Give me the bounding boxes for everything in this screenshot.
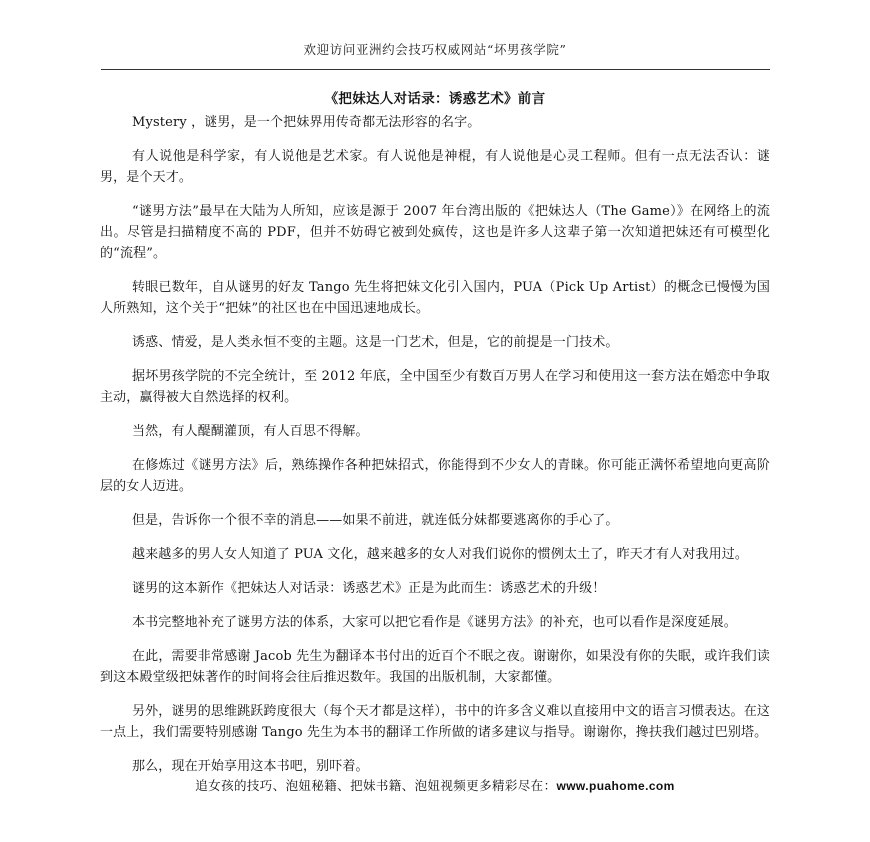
paragraph: 诱惑、情爱，是人类永恒不变的主题。这是一门艺术，但是，它的前提是一门技术。 — [132, 335, 619, 350]
paragraph: 越来越多的男人女人知道了 PUA 文化，越来越多的女人对我们说你的惯例太土了，昨天才有人对我用过。 — [132, 547, 749, 562]
paragraph: 有人说他是科学家，有人说他是艺术家。有人说他是神棍，有人说他是心灵工程师。但有一点无法否认：谜男，是个天才。 — [100, 149, 770, 185]
footer-link[interactable]: www.puahome.com — [556, 779, 675, 793]
paragraph: 本书完整地补充了谜男方法的体系，大家可以把它看作是《谜男方法》的补充，也可以看作是深度延展。 — [132, 615, 737, 630]
document-title: 《把妹达人对话录：诱惑艺术》前言 — [324, 91, 546, 107]
paragraph: Mystery ，谜男，是一个把妹界用传奇都无法形容的名字。 — [132, 115, 481, 130]
document-body — [100, 112, 770, 790]
paragraph: 但是，告诉你一个很不幸的消息——如果不前进，就连低分妹都要逃离你的手心了。 — [132, 513, 619, 528]
page-header: 欢迎访问亚洲约会技巧权威网站“坏男孩学院” — [303, 42, 567, 57]
paragraph: 转眼已数年，自从谜男的好友 Tango 先生将把妹文化引入国内，PUA（Pick Up Artist）的概念已慢慢为国人所熟知，这个关于“把妹”的社区也在中国迅速地成长。 — [100, 280, 770, 316]
paragraph: 当然，有人醍醐灌顶，有人百思不得解。 — [132, 424, 369, 439]
paragraph: 在修炼过《谜男方法》后，熟练操作各种把妹招式，你能得到不少女人的青睐。你可能正满怀希望地向更高阶层的女人迈进。 — [100, 458, 770, 494]
header-divider — [101, 69, 770, 70]
paragraph: 在此，需要非常感谢 Jacob 先生为翻译本书付出的近百个不眠之夜。谢谢你，如果没有你的失眠，或许我们读到这本殿堂级把妹著作的时间将会往后推迟数年。我国的出版机制，大家都懂。 — [100, 649, 770, 685]
paragraph: 谜男的这本新作《把妹达人对话录：诱惑艺术》正是为此而生：诱惑艺术的升级！ — [132, 581, 606, 596]
paragraph: 那么，现在开始享用这本书吧，别吓着。 — [132, 759, 369, 774]
footer-text: 追女孩的技巧、泡妞秘籍、把妹书籍、泡妞视频更多精彩尽在： — [195, 778, 557, 793]
paragraph: 另外，谜男的思维跳跃跨度很大（每个天才都是这样），书中的许多含义难以直接用中文的语言习惯表达。在这一点上，我们需要特别感谢 Tango 先生为本书的翻译工作所做的诸多建议与指导。谢谢你，搀扶我们越过巴别塔。 — [100, 704, 770, 740]
paragraph: 据坏男孩学院的不完全统计，至 2012 年底，全中国至少有数百万男人在学习和使用这一套方法在婚恋中争取主动，赢得被大自然选择的权利。 — [100, 369, 770, 405]
page-footer — [0, 776, 870, 794]
paragraph: “谜男方法”最早在大陆为人所知，应该是源于 2007 年台湾出版的《把妹达人（The Game）》在网络上的流出。尽管是扫描精度不高的 PDF，但并不妨碍它被到处疯传，这也是许多人这辈子第一次知道把妹还有可模型化的“流程”。 — [100, 204, 770, 261]
